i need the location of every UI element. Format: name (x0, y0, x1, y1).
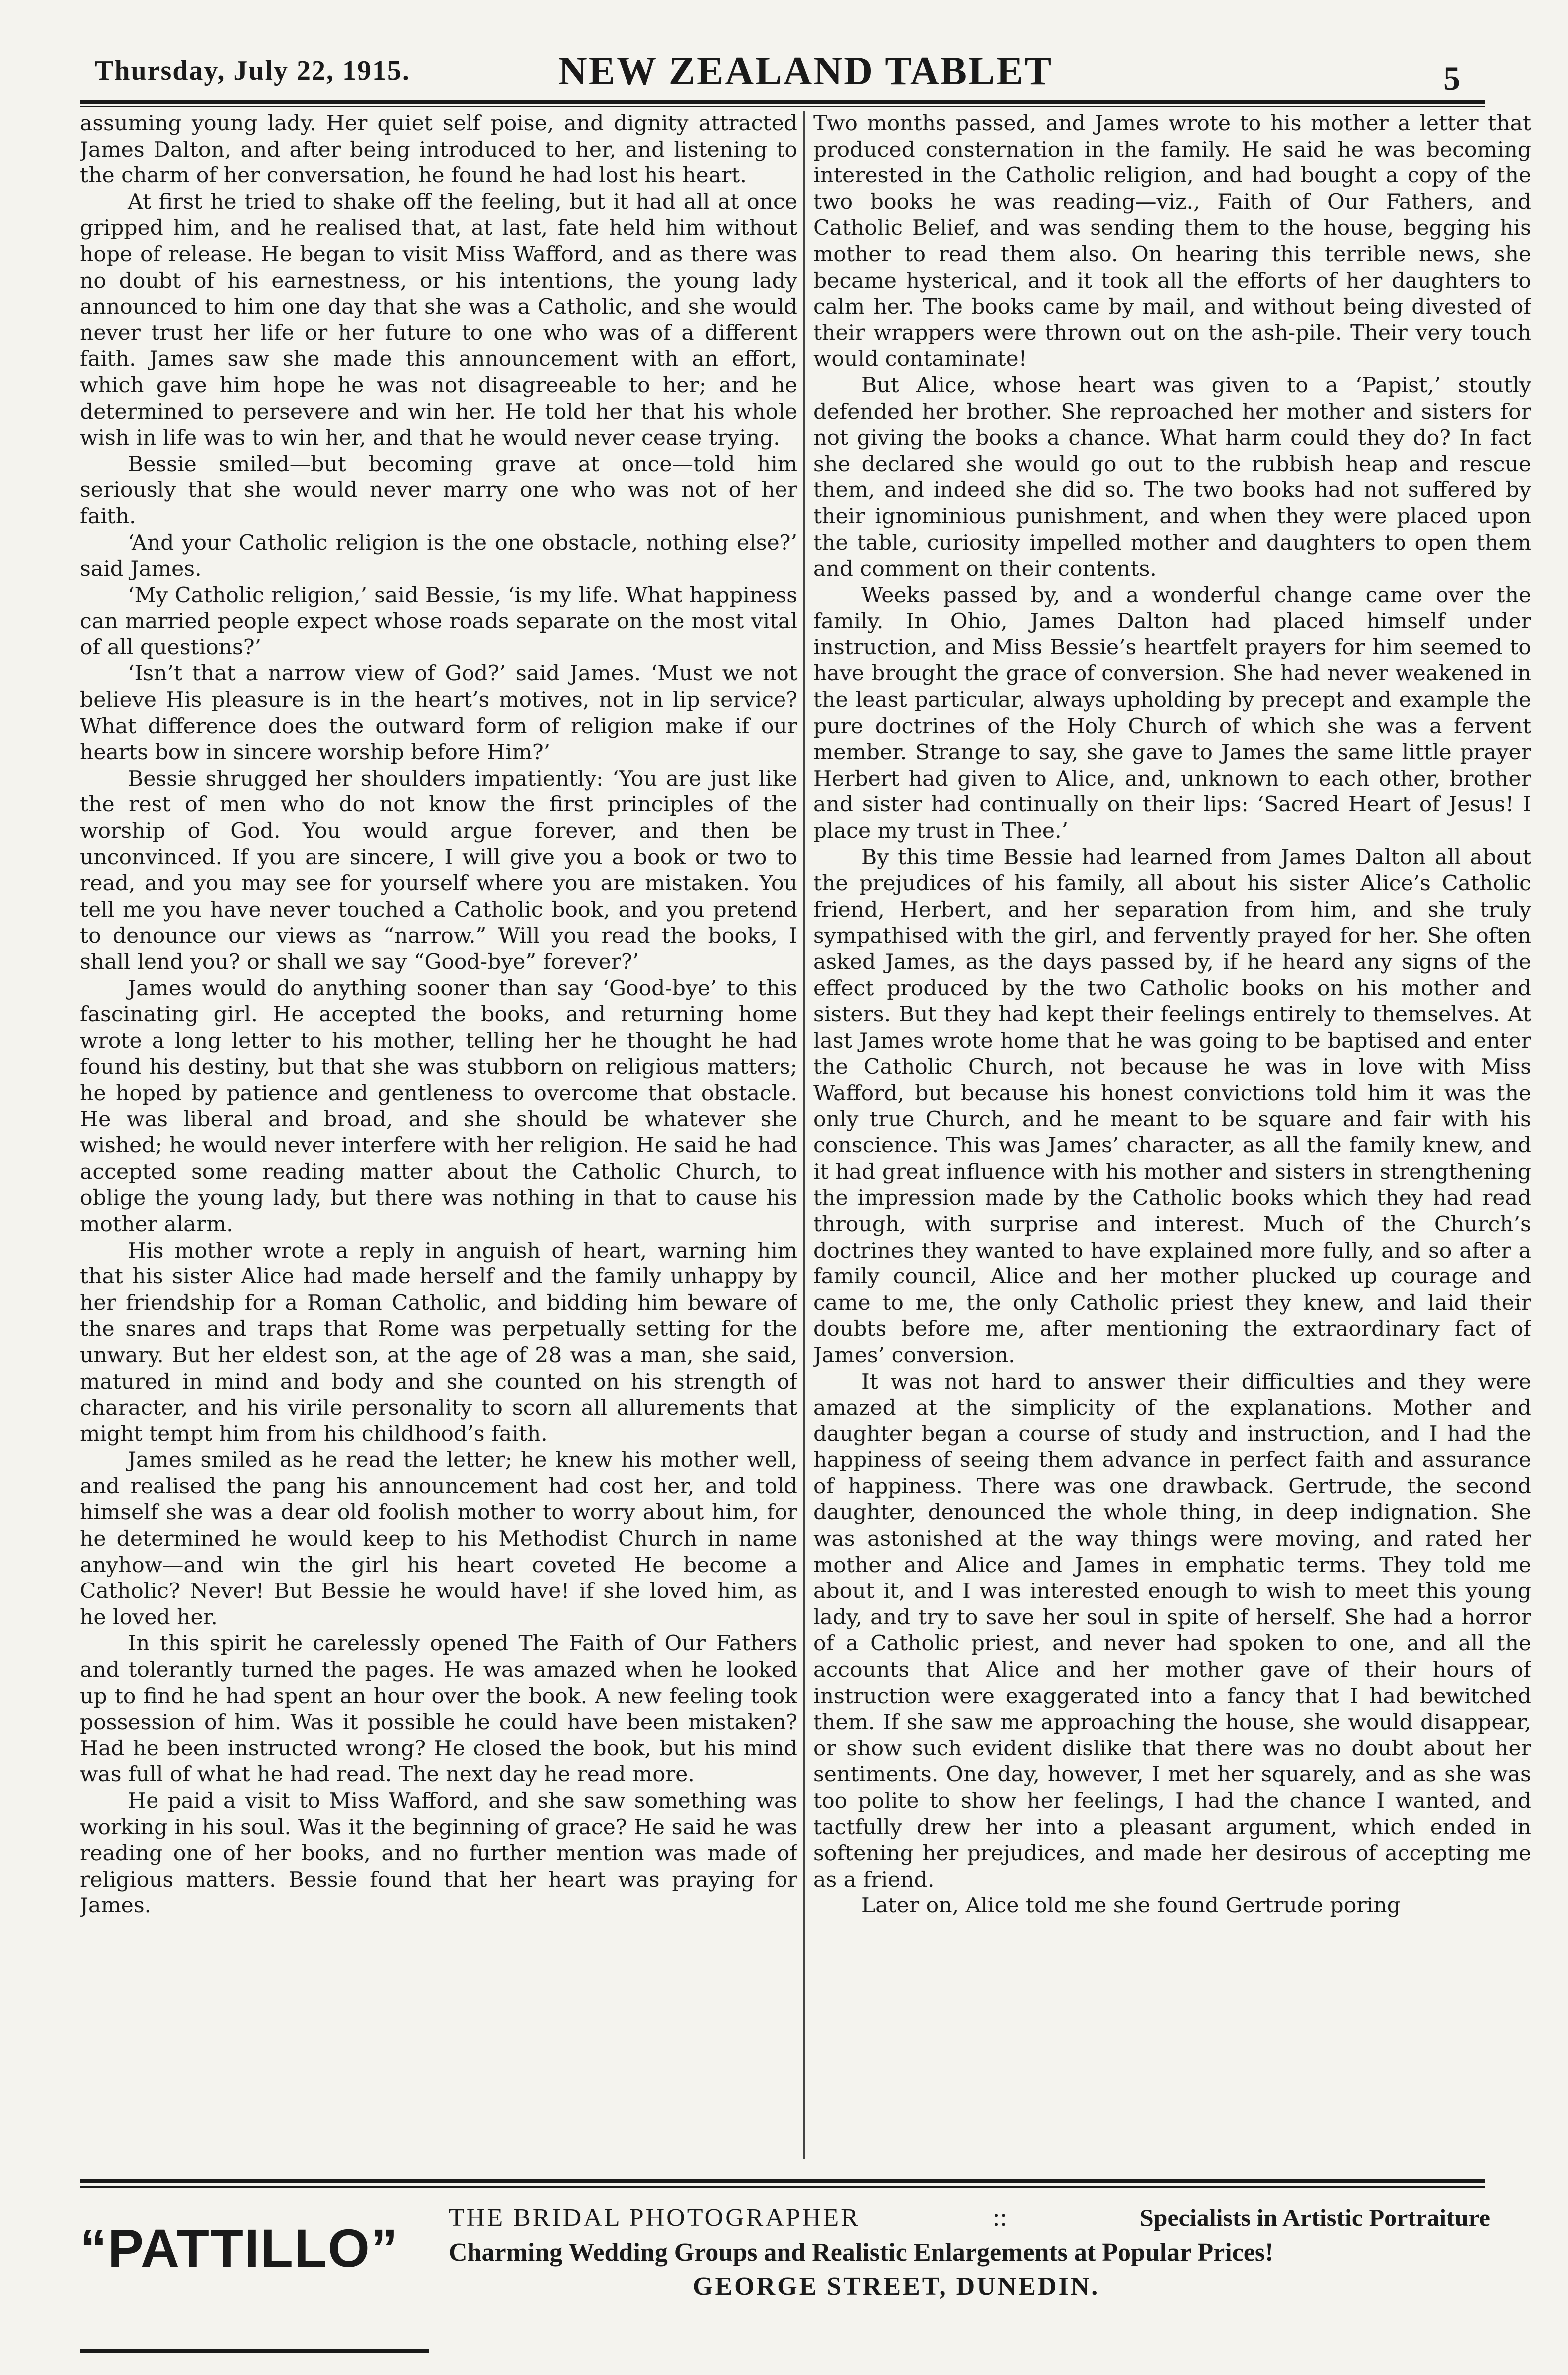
paragraph: By this time Bessie had learned from James Dalton all about the prejudices of his family, all about his sister Alice’s Catholic friend, Herbert, and her separation from him, and she truly sympathised with the girl, and fervently prayed for her. She often asked James, as the days passed by, if he heard any signs of the effect produced by the two Catholic books on his mother and sisters. But they had kept their feelings entirely to themselves. At last James wrote home that he was going to be baptised and enter the Catholic Church, not because he was in love with Miss Wafford, but because his honest convictions told him it was the only true Church, and he meant to be square and fair with his conscience. This was James’ character, as all the family knew, and it had great influence with his mother and sisters in strengthening the impression made by the Catholic books which they had read through, with surprise and interest. Much of the Church’s doctrines they wanted to have explained more fully, and so after a family council, Alice and her mother plucked up courage and came to me, the only Catholic priest they knew, and laid their doubts before me, after mentioning the extraordinary fact of James’ conversion. (813, 845, 1531, 1368)
paragraph: Later on, Alice told me she found Gertrude poring (861, 1894, 1401, 1918)
footer-rule (80, 2179, 1485, 2183)
paragraph: ‘And your Catholic religion is the one obstacle, nothing else?’ said James. (80, 530, 797, 582)
paragraph: At first he tried to shake off the feeling, but it had all at once gripped him, and he realised that, at last, fate held him without hope of release. He began to visit Miss Wafford, and as there was no doubt of his earnestness, or his intentions, the young lady announced to him one day that she was a Catholic, and she would never trust her life or her future to one who was of a different faith. James saw she made this announcement with an effort, which gave him hope he was not disagreeable to her; and he determined to persevere and win her. He told her that his whole wish in life was to win her, and that he would never cease trying. (80, 189, 797, 451)
bottom-rule (80, 2349, 429, 2353)
left-column (80, 111, 797, 2164)
right-column (813, 111, 1531, 2164)
paragraph: James would do anything sooner than say ‘Good-bye’ to this fascinating girl. He accepted the books, and returning home wrote a long letter to his mother, telling her he thought he had found his destiny, but that she was stubborn on religious matters; he hoped by patience and gentleness to overcome that obstacle. He was liberal and broad, and she should be whatever she wished; he would never interfere with her religion. He said he had accepted some reading matter about the Catholic Church, to oblige the young lady, but there was nothing in that to cause his mother alarm. (80, 976, 797, 1237)
paragraph: ‘My Catholic religion,’ said Bessie, ‘is my life. What happiness can married people expect whose roads separate on the most vital of all questions?’ (80, 583, 797, 660)
paragraph: James smiled as he read the letter; he knew his mother well, and realised the pang his announcement had cost her, and told himself she was a dear old foolish mother to worry about him, for he determined he would keep to his Methodist Church in name anyhow—and win the girl his heart coveted He become a Catholic? Never! But Bessie he would have! if she loved him, as he loved her. (80, 1448, 797, 1630)
column-divider (803, 111, 805, 2159)
publication-title: NEW ZEALAND TABLET (558, 49, 1053, 93)
ad-separator: :: (992, 2204, 1007, 2232)
paragraph: In this spirit he carelessly opened The Faith of Our Fathers and tolerantly turned the pages. He was amazed when he looked up to find he had spent an hour over the book. A new feeling took possession of him. Was it possible he could have been mistaken? Had he been instructed wrong? He closed the book, but his mind was full of what he had read. The next day he read more. (80, 1631, 797, 1787)
advertiser-name: “PATTILLO” (80, 2218, 399, 2278)
paragraph: It was not hard to answer their difficulties and they were amazed at the simplicity of the explanations. Mother and daughter began a course of study and instruction, and I had the happiness of seeing them advance in perfect faith and assurance of happiness. There was one drawback. Gertrude, the second daughter, denounced the whole thing, in deep indignation. She was astonished at the way things were moving, and rated her mother and Alice and James in emphatic terms. They told me about it, and I was interested enough to wish to meet this young lady, and try to save her soul in spite of herself. She had a horror of a Catholic priest, and never had spoken to one, and all the accounts that Alice and her mother gave of their hours of instruction were exaggerated into a fancy that I had bewitched them. If she saw me approaching the house, she would disappear, or show such evident dislike that there was no doubt about her sentiments. One day, however, I met her squarely, and as she was too polite to show her feelings, I had the chance I wanted, and tactfully drew her into a pleasant argument, which ended in softening her prejudices, and made her desirous of accepting me as a friend. (813, 1369, 1531, 1892)
ad-line-2: Charming Wedding Groups and Realistic Enlargements at Popular Prices! (449, 2238, 1274, 2267)
ad-address: GEORGE STREET, DUNEDIN. (693, 2272, 1100, 2301)
page-number: 5 (1443, 59, 1460, 97)
ad-caption: THE BRIDAL PHOTOGRAPHER (449, 2204, 860, 2232)
paragraph: But Alice, whose heart was given to a ‘Papist,’ stoutly defended her brother. She reproached her mother and sisters for not giving the books a chance. What harm could they do? In fact she declared she would go out to the rubbish heap and rescue them, and indeed she did so. The two books had not suffered by their ignominious punishment, and when they were placed upon the table, curiosity impelled mother and daughters to open them and comment on their contents. (813, 373, 1531, 582)
advertisement (80, 2193, 1490, 2323)
paragraph: ‘Isn’t that a narrow view of God?’ said James. ‘Must we not believe His pleasure is in the heart’s motives, not in lip service? What difference does the outward form of religion make if our hearts bow in sincere worship before Him?’ (80, 661, 797, 765)
issue-date: Thursday, July 22, 1915. (95, 55, 411, 86)
footer-rule-thin (80, 2186, 1485, 2188)
ad-specialty: Specialists in Artistic Portraiture (1139, 2204, 1490, 2231)
paragraph: Weeks passed by, and a wonderful change came over the family. In Ohio, James Dalton had placed himself under instruction, and Miss Bessie’s heartfelt prayers for him seemed to have brought the grace of conversion. She had never weakened in the least particular, always upholding by precept and example the pure doctrines of the Holy Church of which she was a fervent member. Strange to say, she gave to James the same little prayer Herbert had given to Alice, and, unknown to each other, brother and sister had continually on their lips: ‘Sacred Heart of Jesus! I place my trust in Thee.’ (813, 583, 1531, 844)
header-rule-thin (80, 106, 1485, 107)
paragraph: He paid a visit to Miss Wafford, and she saw something was working in his soul. Was it the beginning of grace? He said he was reading one of her books, and no further mention was made of religious matters. Bessie found that her heart was praying for James. (80, 1789, 797, 1918)
paragraph: Bessie smiled—but becoming grave at once—told him seriously that she would never marry one who was not of her faith. (80, 452, 797, 529)
header-rule (80, 100, 1485, 104)
paragraph: His mother wrote a reply in anguish of heart, warning him that his sister Alice had made herself and the family unhappy by her friendship for a Roman Catholic, and bidding him beware of the snares and traps that Rome was perpetually setting for the unwary. But her eldest son, at the age of 28 was a man, she said, matured in mind and body and she counted on his strength of character, and his virile personality to scorn all allurements that might tempt him from his childhood’s faith. (80, 1238, 797, 1446)
page-header (80, 46, 1470, 106)
paragraph: Bessie shrugged her shoulders impatiently: ‘You are just like the rest of men who do not know the first principles of the worship of God. You would argue forever, and then be unconvinced. If you are sincere, I will give you a book or two to read, and you may see for yourself where you are mistaken. You tell me you have never touched a Catholic book, and you pretend to denounce our views as “narrow.” Will you read the books, I shall lend you? or shall we say “Good-bye” forever?’ (80, 766, 797, 974)
paragraph: assuming young lady. Her quiet self poise, and dignity attracted James Dalton, and after being introduced to her, and listening to the charm of her conversation, he found he had lost his heart. (80, 111, 797, 188)
ad-line-1 (449, 2203, 1490, 2232)
paragraph: Two months passed, and James wrote to his mother a letter that produced consternation in the family. He said he was becoming interested in the Catholic religion, and had bought a copy of the two books he was reading—viz., Faith of Our Fathers, and Catholic Belief, and was sending them to the house, begging his mother to read them also. On hearing this terrible news, she became hysterical, and it took all the efforts of her daughters to calm her. The books came by mail, and without being divested of their wrappers were thrown out on the ash-pile. Their very touch would contaminate! (813, 111, 1531, 372)
